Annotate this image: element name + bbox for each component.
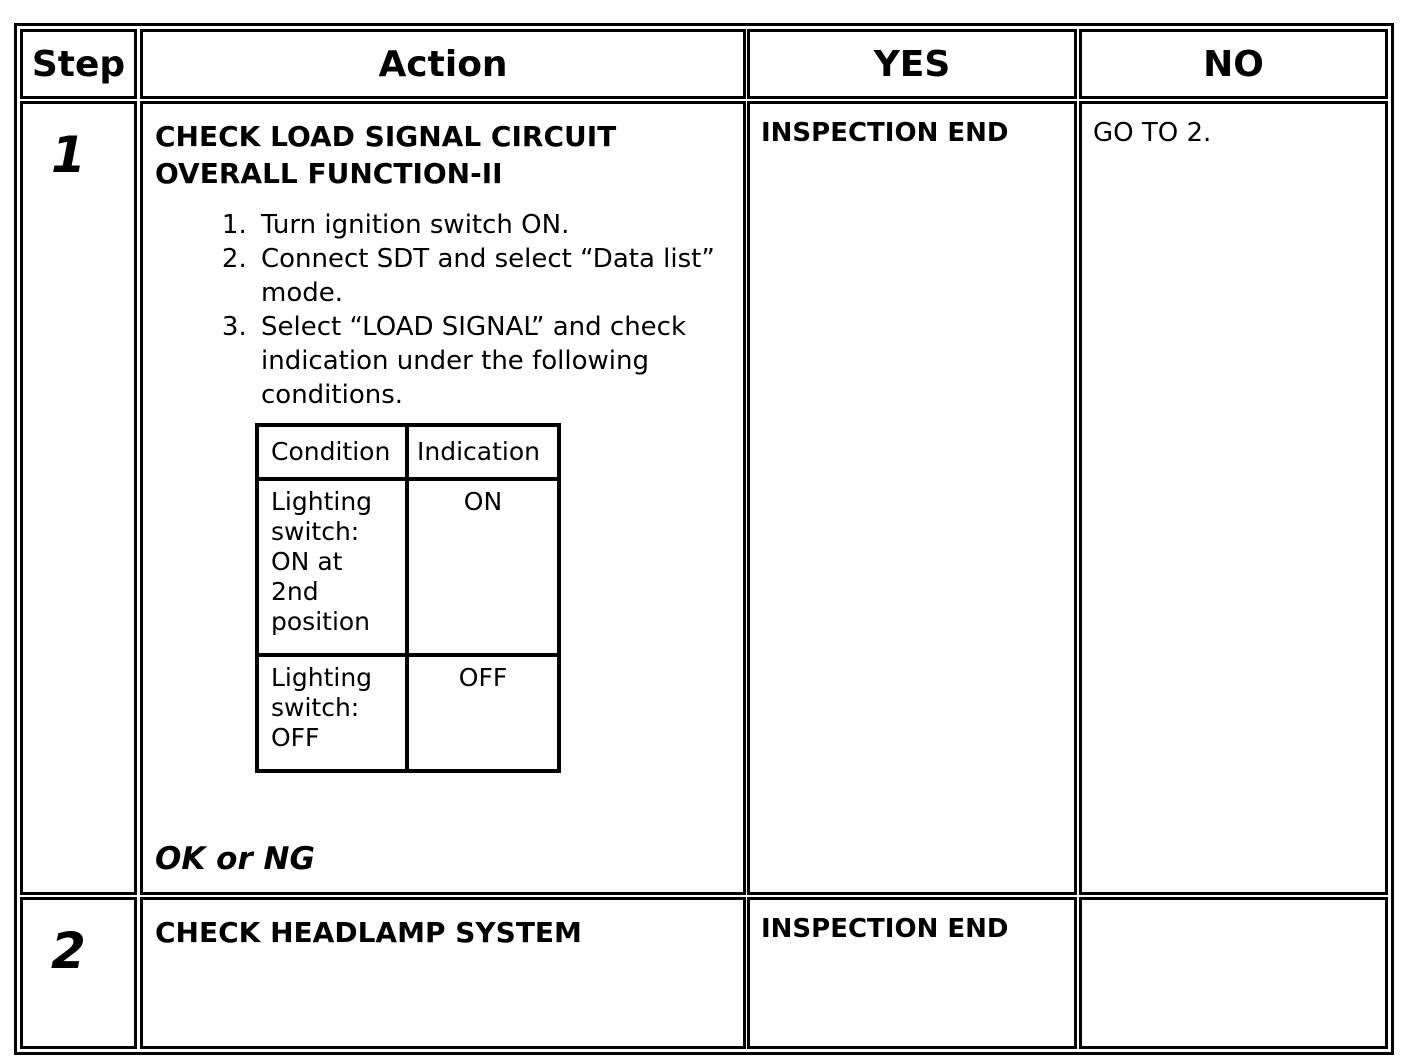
step-number: 1: [51, 126, 86, 184]
condition-cell: [257, 655, 407, 771]
step-title-line2: OVERALL FUNCTION-II: [155, 157, 503, 190]
condition-line: Lighting: [271, 663, 373, 692]
condition-line: Lighting: [271, 487, 373, 516]
indication-cell: ON: [407, 479, 559, 655]
condition-table: [255, 423, 561, 773]
header-no: NO: [1079, 29, 1388, 99]
row1-yes-cell: [747, 101, 1077, 895]
instruction-item: 3. Select “LOAD SIGNAL” and check indication under the following conditions.: [255, 310, 775, 412]
yes-result: INSPECTION END: [761, 118, 1009, 148]
condition-line: position: [271, 607, 371, 636]
row2-action-cell: [140, 897, 746, 1049]
step-title: [155, 118, 616, 192]
step-number: 2: [51, 922, 86, 980]
instruction-item: 1. Turn ignition switch ON.: [255, 208, 775, 242]
condition-line: ON at: [271, 547, 343, 576]
row1-step-cell: [20, 101, 137, 895]
header-action: Action: [140, 29, 746, 99]
row1-no-cell: [1079, 101, 1388, 895]
condition-line: switch:: [271, 517, 360, 546]
instruction-list: [195, 208, 775, 412]
yes-result: INSPECTION END: [761, 914, 1009, 944]
table-row: [257, 655, 559, 771]
row1-action-cell: [140, 101, 746, 895]
condition-line: switch:: [271, 693, 360, 722]
step-title: CHECK HEADLAMP SYSTEM: [155, 916, 582, 949]
header-yes: YES: [747, 29, 1077, 99]
row2-no-cell: [1079, 897, 1388, 1049]
step-title-line1: CHECK LOAD SIGNAL CIRCUIT: [155, 120, 617, 153]
condition-line: 2nd: [271, 577, 319, 606]
condition-header-row: [257, 425, 559, 479]
indication-cell: OFF: [407, 655, 559, 771]
condition-cell: [257, 479, 407, 655]
ok-ng-question: OK or NG: [155, 841, 315, 877]
no-result: GO TO 2.: [1093, 118, 1212, 148]
table-row: [257, 479, 559, 655]
header-step: Step: [20, 29, 137, 99]
condition-line: OFF: [271, 723, 320, 752]
row2-yes-cell: [747, 897, 1077, 1049]
indication-header: Indication: [407, 425, 559, 479]
row2-step-cell: [20, 897, 137, 1049]
instruction-item: 2. Connect SDT and select “Data list” mode.: [255, 242, 775, 310]
condition-header: Condition: [257, 425, 407, 479]
